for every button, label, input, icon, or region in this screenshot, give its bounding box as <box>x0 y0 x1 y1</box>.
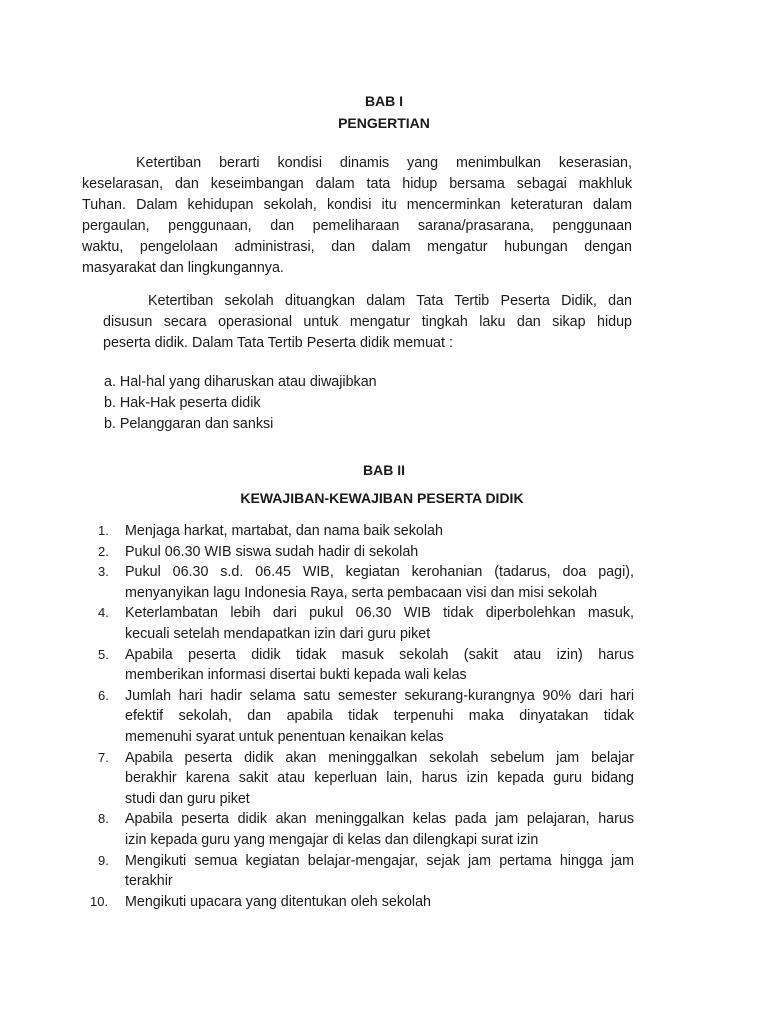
paragraph-definition <box>82 153 632 279</box>
obligation-item <box>98 809 634 850</box>
paragraph-line: Ketertiban sekolah dituangkan dalam Tata Tertib Peserta Didik, dan <box>148 293 632 309</box>
obligation-text: Apabila peserta didik tidak masuk sekolah (sakit atau izin) harus <box>125 646 634 663</box>
obligations-list <box>90 521 634 912</box>
obligation-text: studi dan guru piket <box>125 790 250 807</box>
chapter-2-title: BAB II <box>363 462 405 478</box>
paragraph-school-order <box>103 291 632 354</box>
obligation-text: Apabila peserta didik akan meninggalkan kelas pada jam pelajaran, harus <box>125 811 634 828</box>
obligation-text: Pukul 06.30 s.d. 06.45 WIB, kegiatan kerohanian (tadarus, doa pagi), <box>125 564 634 581</box>
obligation-number: 1. <box>98 523 109 538</box>
obligation-item <box>98 603 634 644</box>
obligation-number: 4. <box>98 605 109 621</box>
paragraph-line: Ketertiban berarti kondisi dinamis yang menimbulkan keserasian, <box>136 155 632 171</box>
obligation-text: memenuhi syarat untuk penentuan kenaikan kelas <box>125 728 444 745</box>
obligation-text: izin kepada guru yang mengajar di kelas dan dilengkapi surat izin <box>125 831 539 848</box>
paragraph-line: disusun secara operasional untuk mengatur tingkah laku dan sikap hidup <box>103 314 632 330</box>
obligation-text: terakhir <box>125 873 173 890</box>
obligation-number: 8. <box>98 811 109 827</box>
obligation-item <box>98 686 634 748</box>
obligation-number: 7. <box>98 749 109 765</box>
obligation-item <box>90 892 634 913</box>
obligation-text: Mengikuti semua kegiatan belajar-mengajar, sejak jam pertama hingga jam <box>125 852 634 869</box>
paragraph-line: Tuhan. Dalam kehidupan sekolah, kondisi itu mencerminkan keteraturan dalam <box>82 197 632 213</box>
obligation-text: kecuali setelah mendapatkan izin dari guru piket <box>125 625 431 642</box>
paragraph-line: keselarasan, dan keseimbangan dalam tata hidup bersama sebagai makhluk <box>82 176 632 192</box>
contents-list-item: b. Hak-Hak peserta didik <box>104 395 261 411</box>
chapter-2-subtitle: KEWAJIBAN-KEWAJIBAN PESERTA DIDIK <box>240 490 524 506</box>
obligation-number: 6. <box>98 687 109 703</box>
obligation-text: efektif sekolah, dan apabila tidak terpenuhi maka dinyatakan tidak <box>125 708 634 725</box>
obligation-text: Pukul 06.30 WIB siswa sudah hadir di sekolah <box>125 543 419 560</box>
paragraph-line: masyarakat dan lingkungannya. <box>82 260 284 276</box>
obligation-text: memberikan informasi disertai bukti kepada wali kelas <box>125 667 467 684</box>
obligation-text: Keterlambatan lebih dari pukul 06.30 WIB tidak diperbolehkan masuk, <box>125 605 634 622</box>
contents-list-item: b. Pelanggaran dan sanksi <box>104 416 274 432</box>
obligation-text: menyanyikan lagu Indonesia Raya, serta pembacaan visi dan misi sekolah <box>125 584 598 601</box>
obligation-number: 2. <box>98 543 109 559</box>
obligation-text: Mengikuti upacara yang ditentukan oleh sekolah <box>125 893 432 910</box>
paragraph-line: pergaulan, penggunaan, dan pemeliharaan sarana/prasarana, penggunaan <box>82 218 632 234</box>
obligation-item <box>98 748 634 810</box>
obligation-text: Apabila peserta didik akan meninggalkan sekolah sebelum jam belajar <box>125 749 634 766</box>
chapter-1-subtitle: PENGERTIAN <box>338 115 430 131</box>
obligation-text: Menjaga harkat, martabat, dan nama baik sekolah <box>125 523 443 539</box>
obligation-item <box>98 645 634 686</box>
paragraph-line: peserta didik. Dalam Tata Tertib Peserta didik memuat : <box>103 335 453 351</box>
contents-list-item: a. Hal-hal yang diharuskan atau diwajibkan <box>104 374 377 390</box>
obligation-item <box>98 851 634 892</box>
obligation-item <box>98 562 634 603</box>
obligation-item <box>98 542 634 563</box>
obligation-number: 3. <box>98 564 109 580</box>
contents-list <box>104 372 377 435</box>
obligation-number: 5. <box>98 646 109 662</box>
paragraph-line: waktu, pengelolaan administrasi, dan dalam mengatur hubungan dengan <box>82 239 632 255</box>
obligation-text: berakhir karena sakit atau keperluan lain, harus izin kepada guru bidang <box>125 770 634 787</box>
obligation-number: 10. <box>90 893 109 909</box>
obligation-number: 9. <box>98 852 109 868</box>
chapter-1-title: BAB I <box>364 93 404 109</box>
obligation-item <box>98 521 634 542</box>
obligation-text: Jumlah hari hadir selama satu semester sekurang-kurangnya 90% dari hari <box>125 687 634 704</box>
